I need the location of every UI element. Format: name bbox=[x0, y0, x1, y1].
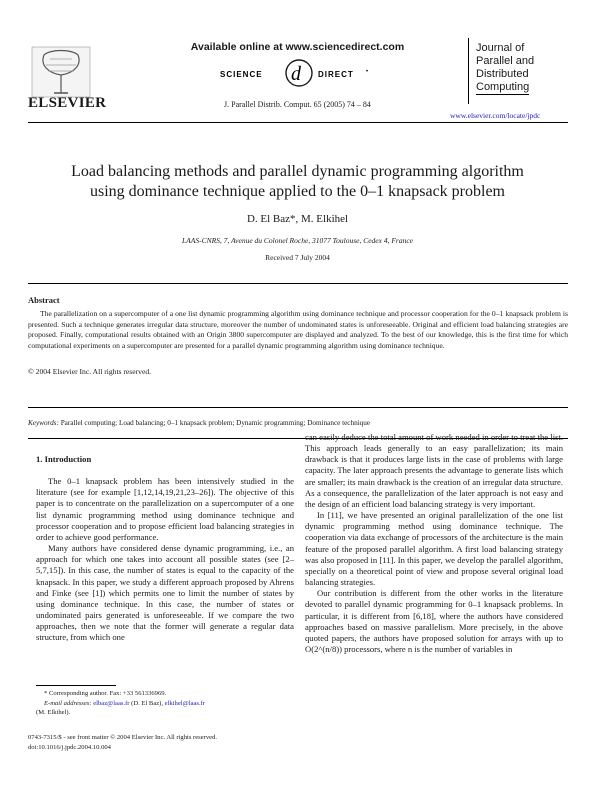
keywords bbox=[28, 419, 370, 427]
issn-block bbox=[28, 733, 217, 752]
copyright-notice: © 2004 Elsevier Inc. All rights reserved. bbox=[28, 367, 152, 376]
footnote-corresponding-author: * Corresponding author. Fax: +33 561336969. bbox=[44, 690, 167, 697]
footnote-email-end: (M. Elkihel). bbox=[36, 709, 71, 716]
journal-url-link[interactable]: www.elsevier.com/locate/jpdc bbox=[450, 111, 541, 120]
journal-title-line-3: Distributed bbox=[476, 68, 529, 80]
section-heading-introduction: 1. Introduction bbox=[36, 454, 92, 464]
paper-title-line-1: Load balancing methods and parallel dynamic programming algorithm bbox=[71, 163, 524, 180]
journal-title-line-2: Parallel and bbox=[476, 55, 535, 67]
sciencedirect-logo bbox=[214, 57, 384, 89]
footnotes bbox=[36, 689, 294, 718]
intro-paragraph-1: The 0–1 knapsack problem has been intensively studied in the literature (see for example [1,12,14,19,21,23–26]). The objective of this paper is to concentrate on the parallelization on a supercomputer of a one list dynamic programming method using dominance technique and processor cooperation and to propose efficient load balancing strategies in order to achieve good performance. bbox=[36, 476, 294, 542]
right-column bbox=[305, 432, 563, 655]
svg-text:•: • bbox=[366, 69, 369, 75]
email-link-elbaz[interactable]: elbaz@laas.fr bbox=[93, 699, 130, 707]
affiliation: LAAS-CNRS, 7, Avenue du Colonel Roche, 31077 Toulouse, Cedex 4, France bbox=[181, 236, 413, 245]
journal-title bbox=[476, 42, 534, 95]
keywords-list: Parallel computing; Load balancing; 0–1 knapsack problem; Dynamic programming; Dominance technique bbox=[60, 419, 371, 427]
header-divider bbox=[28, 122, 568, 123]
right-paragraph-3: Our contribution is different from the other works in the literature devoted to parallel dynamic programming for 0–1 knapsack problems. In particular, it is different from [6,18], where the authors have considered approaches based on massive parallelism. More precisely, in the above quoted papers, the authors have proposed solution for arrays with up to O(2^(n/8)) processors, where n is the number of variables in bbox=[305, 588, 563, 654]
email-link-elkihel[interactable]: elkihel@laas.fr bbox=[164, 699, 205, 707]
paper-title-line-2: using dominance technique applied to the 0–1 knapsack problem bbox=[90, 183, 505, 200]
footnote-email-mid: (D. El Baz), bbox=[131, 699, 164, 707]
abstract-heading: Abstract bbox=[28, 295, 60, 305]
abstract-top-divider bbox=[28, 283, 568, 284]
doi-line: doi:10.1016/j.jpdc.2004.10.004 bbox=[28, 743, 111, 751]
authors: D. El Baz*, M. Elkihel bbox=[246, 213, 349, 225]
journal-title-line-4: Computing bbox=[476, 81, 530, 93]
svg-text:d: d bbox=[291, 63, 301, 85]
received-date: Received 7 July 2004 bbox=[265, 253, 330, 262]
intro-paragraph-2: Many authors have considered dense dynamic programming, i.e., an approach for which one takes into account all possible states (see [2–5,7,15]). In this case, the number of states is equal to the capacity of the knapsack. In this paper, we study a different approach proposed by Ahrens and Finke (see [1]) which permits one to limit the number of states by using dominance technique. In this case, the number of states or undominated pairs generated is unforeseeable. If we compare the two approaches, then we note that the former will generate a regular data structure, from which one bbox=[36, 543, 294, 643]
abstract-text: The parallelization on a supercomputer of a one list dynamic programming algorithm using dominance technique and processor cooperation for the 0–1 knapsack problem is presented. Such a technique generates irregular data structure, moreover the number of undominated states is unforeseeable. Original and efficient load balancing strategies are proposed. Finally, computational results obtained with an Origin 3800 supercomputer are displayed and analyzed. To the best of our knowledge, this is the first time for which computational experiments on a supercomputer are presented for a parallel dynamic programming algorithm using dominance technique. bbox=[28, 309, 568, 350]
keywords-label: Keywords: bbox=[28, 419, 59, 427]
left-column bbox=[36, 454, 294, 644]
right-paragraph-2: In [11], we have presented an original parallelization of the one list dynamic programming method using dominance technique. The cooperation via data exchange of processors of the architecture is the main feature of the proposed parallel algorithm. A first load balancing strategy was also proposed in [11]. In this paper, we develop the parallel algorithm, specially on a theoretical point of view and propose several original load balancing strategies. bbox=[305, 510, 563, 588]
svg-text:DIRECT: DIRECT bbox=[318, 70, 354, 79]
publisher-name: ELSEVIER bbox=[28, 95, 107, 111]
journal-citation: J. Parallel Distrib. Comput. 65 (2005) 74 – 84 bbox=[224, 100, 371, 109]
right-paragraph-1: can easily deduce the total amount of work needed in order to treat the list. This approach leads generally to an easy parallelization; its main drawback is that it produces large lists in the case of problems with large capacity. The later approach presents the advantage to generate lists which are smaller; its main drawback is the creation of an irregular data structure. As a consequence, the parallelization of the later approach is not easy and the design of an efficient load balancing strategy is very important. bbox=[305, 432, 563, 509]
footnote-email-label: E-mail addresses: bbox=[44, 699, 92, 707]
keywords-top-divider bbox=[28, 407, 568, 408]
available-online-text: Available online at www.sciencedirect.com bbox=[190, 41, 405, 53]
paper-title bbox=[40, 162, 555, 202]
svg-text:SCIENCE: SCIENCE bbox=[220, 70, 263, 79]
abstract-body bbox=[28, 309, 568, 351]
journal-title-line-1: Journal of bbox=[476, 42, 525, 54]
footnote-divider bbox=[36, 685, 116, 686]
issn-line: 0743-7315/$ - see front matter © 2004 Elsevier Inc. All rights reserved. bbox=[28, 734, 218, 741]
footnote-emails bbox=[36, 699, 294, 709]
